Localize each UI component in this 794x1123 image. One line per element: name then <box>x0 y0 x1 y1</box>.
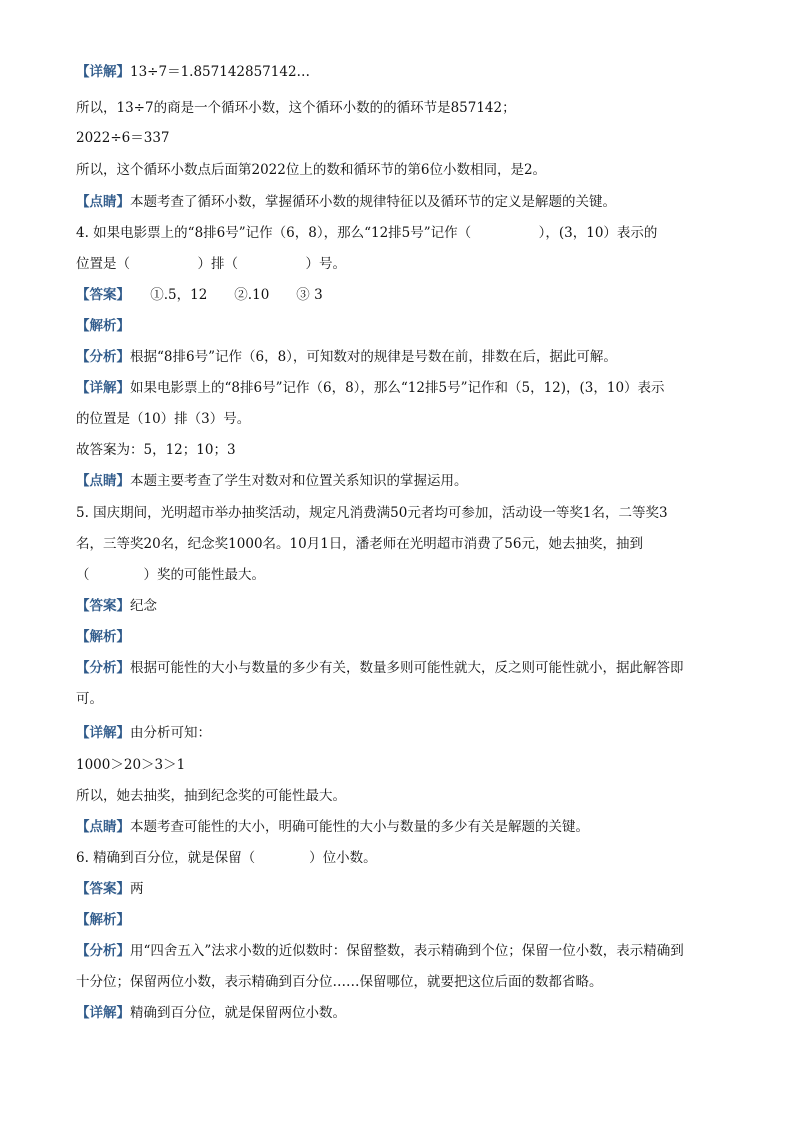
line-text: 本题主要考查了学生对数对和位置关系知识的掌握运用。 <box>130 473 468 489</box>
line-text: 如果电影票上的“8排6号”记作（6，8），那么“12排5号”记作和（5，12)，(3，10）表示 <box>130 380 665 396</box>
text-line <box>76 817 726 837</box>
text-line <box>76 409 726 429</box>
text-line <box>76 160 726 180</box>
text-line <box>76 347 726 367</box>
text-line <box>76 378 726 398</box>
section-tag: 【详解】 <box>76 64 130 80</box>
line-text: 13÷7＝1.857142857142… <box>130 64 311 80</box>
question-5-line-2 <box>76 534 726 554</box>
text-line <box>76 689 726 709</box>
text-line <box>76 972 726 992</box>
answer-line <box>76 285 726 305</box>
question-5-line-1 <box>76 503 726 523</box>
line-text: 所以，她去抽奖，抽到纪念奖的可能性最大。 <box>76 788 346 804</box>
text-line <box>76 723 726 743</box>
text-line <box>76 1003 726 1023</box>
line-text: 精确到百分位，就是保留两位小数。 <box>130 1005 346 1021</box>
line-text: 根据可能性的大小与数量的多少有关，数量多则可能性就大，反之则可能性就小，据此解答即 <box>130 660 684 676</box>
section-tag: 【分析】 <box>76 349 130 365</box>
section-tag: 【点睛】 <box>76 819 130 835</box>
section-tag: 【解析】 <box>76 912 130 928</box>
line-text: 由分析可知： <box>130 725 211 741</box>
section-tag: 【详解】 <box>76 725 130 741</box>
line-text: 4. 如果电影票上的“8排6号”记作（6，8），那么“12排5号”记作（ ），(3，10）表示的 <box>76 225 658 241</box>
line-text: 5. 国庆期间，光明超市举办抽奖活动，规定凡消费满50元者均可参加，活动设一等奖1名，二等奖3 <box>76 505 668 521</box>
text-line <box>76 440 726 460</box>
section-tag: 【点睛】 <box>76 473 130 489</box>
text-line <box>76 658 726 678</box>
analysis-heading <box>76 316 726 336</box>
line-text: 1000＞20＞3＞1 <box>76 757 186 773</box>
line-text: 6. 精确到百分位，就是保留（ ）位小数。 <box>76 850 377 866</box>
text-line <box>76 941 726 961</box>
line-text: 故答案为：5，12；10；3 <box>76 442 236 458</box>
text-line <box>76 128 726 148</box>
line-text: 所以，13÷7的商是一个循环小数，这个循环小数的的循环节是857142； <box>76 100 516 116</box>
line-text: 2022÷6＝337 <box>76 130 170 146</box>
text-line <box>76 192 726 212</box>
line-text: （ ）奖的可能性最大。 <box>76 567 265 583</box>
line-text: 用“四舍五入”法求小数的近似数时：保留整数，表示精确到个位；保留一位小数，表示精确到 <box>130 943 684 959</box>
question-5-line-3 <box>76 565 726 585</box>
question-6-line <box>76 848 726 868</box>
answer-line <box>76 596 726 616</box>
question-4-line-1 <box>76 223 726 243</box>
section-tag: 【答案】 <box>76 881 130 897</box>
line-text: 根据“8排6号”记作（6，8），可知数对的规律是号数在前，排数在后，据此可解。 <box>130 349 617 365</box>
text-line <box>76 98 726 118</box>
line-text: 的位置是（10）排（3）号。 <box>76 411 251 427</box>
line-text: 十分位；保留两位小数，表示精确到百分位……保留哪位，就要把这位后面的数都省略。 <box>76 974 603 990</box>
line-text: ①.5，12 ②.10 ③ 3 <box>123 287 323 303</box>
section-tag: 【解析】 <box>76 629 130 645</box>
section-tag: 【答案】 <box>76 287 124 303</box>
text-line <box>76 471 726 491</box>
line-text: 所以，这个循环小数点后面第2022位上的数和循环节的第6位小数相同，是2。 <box>76 162 547 178</box>
analysis-heading <box>76 627 726 647</box>
answer-line <box>76 879 726 899</box>
text-line <box>76 62 726 82</box>
section-tag: 【解析】 <box>76 318 130 334</box>
line-text: 两 <box>130 881 144 897</box>
section-tag: 【分析】 <box>76 943 130 959</box>
line-text: 名，三等奖20名，纪念奖1000名。10月1日，潘老师在光明超市消费了56元，她去抽奖，抽到 <box>76 536 643 552</box>
line-text: 本题考查可能性的大小，明确可能性的大小与数量的多少有关是解题的关键。 <box>130 819 589 835</box>
line-text: 本题考查了循环小数，掌握循环小数的规律特征以及循环节的定义是解题的关键。 <box>130 194 616 210</box>
text-line <box>76 786 726 806</box>
section-tag: 【点睛】 <box>76 194 130 210</box>
line-text: 位置是（ ）排（ ）号。 <box>76 256 346 272</box>
analysis-heading <box>76 910 726 930</box>
section-tag: 【答案】 <box>76 598 130 614</box>
text-line <box>76 755 726 775</box>
section-tag: 【分析】 <box>76 660 130 676</box>
section-tag: 【详解】 <box>76 380 130 396</box>
section-tag: 【详解】 <box>76 1005 130 1021</box>
question-4-line-2 <box>76 254 726 274</box>
line-text: 可。 <box>76 691 103 707</box>
line-text: 纪念 <box>130 598 157 614</box>
